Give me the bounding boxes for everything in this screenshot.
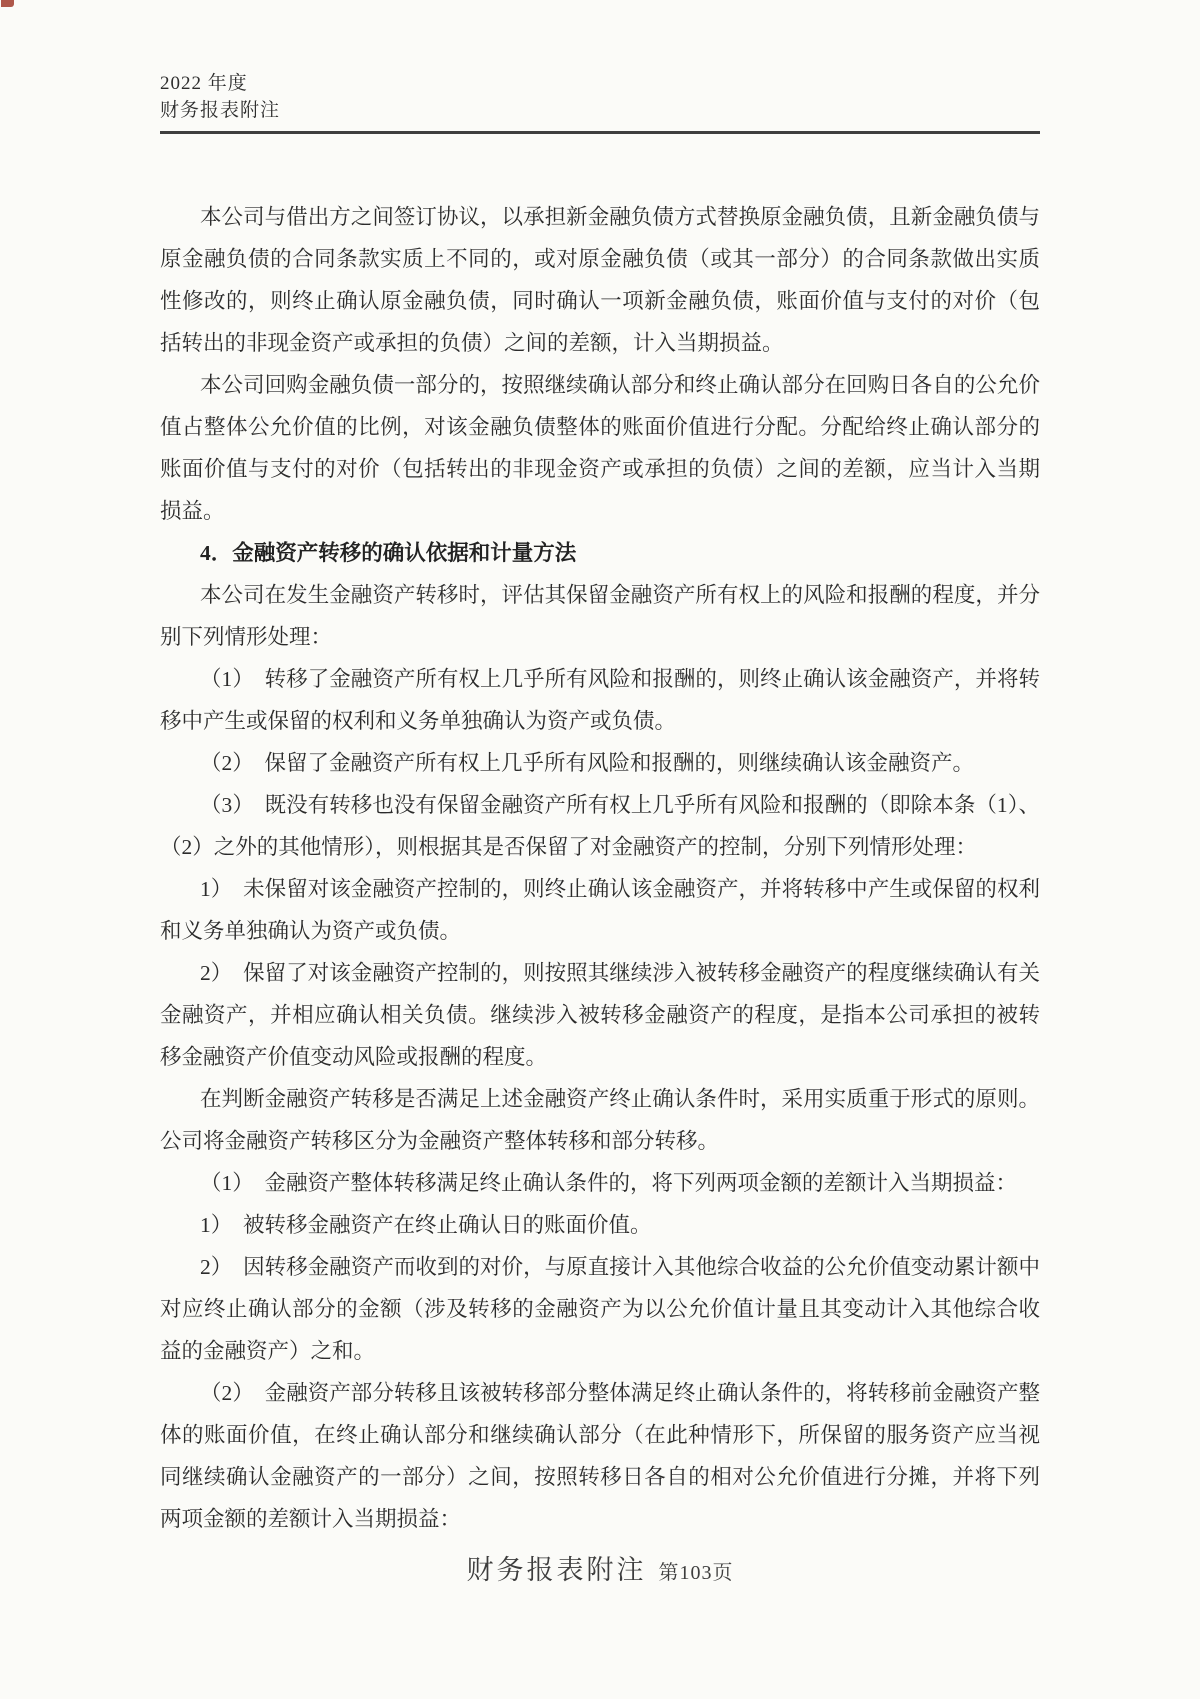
paragraph: 在判断金融资产转移是否满足上述金融资产终止确认条件时，采用实质重于形式的原则。公司将金融资产转移区分为金融资产整体转移和部分转移。: [160, 1087, 1040, 1153]
document-body: [160, 196, 1040, 1540]
paragraph: 本公司在发生金融资产转移时，评估其保留金融资产所有权上的风险和报酬的程度，并分别下列情形处理：: [160, 583, 1040, 649]
paragraph: 1） 被转移金融资产在终止确认日的账面价值。: [200, 1213, 652, 1237]
paragraph: 2） 保留了对该金融资产控制的，则按照其继续涉入被转移金融资产的程度继续确认有关金融资产，并相应确认相关负债。继续涉入被转移金融资产的程度，是指本公司承担的被转移金融资产价值变动风险或报酬的程度。: [160, 961, 1040, 1069]
scan-artifact: [1, 0, 14, 7]
paragraph: （3） 既没有转移也没有保留金融资产所有权上几乎所有风险和报酬的（即除本条（1）、（2）之外的其他情形），则根据其是否保留了对金融资产的控制，分别下列情形处理：: [160, 793, 1040, 859]
paragraph: （2） 保留了金融资产所有权上几乎所有风险和报酬的，则继续确认该金融资产。: [200, 751, 975, 775]
paragraph: 2） 因转移金融资产而收到的对价，与原直接计入其他综合收益的公允价值变动累计额中对应终止确认部分的金额（涉及转移的金融资产为以公允价值计量且其变动计入其他综合收益的金融资产）之和。: [160, 1255, 1040, 1363]
header-year: 2022 年度: [160, 73, 248, 94]
paragraph: （1） 转移了金融资产所有权上几乎所有风险和报酬的，则终止确认该金融资产，并将转移中产生或保留的权利和义务单独确认为资产或负债。: [160, 667, 1040, 733]
footer-page-number: 第103页: [658, 1562, 734, 1584]
paragraph: 1） 未保留对该金融资产控制的，则终止确认该金融资产，并将转移中产生或保留的权利和义务单独确认为资产或负债。: [160, 877, 1040, 943]
paragraph: （2） 金融资产部分转移且该被转移部分整体满足终止确认条件的，将转移前金融资产整体的账面价值，在终止确认部分和继续确认部分（在此种情形下，所保留的服务资产应当视同继续确认金融资产的一部分）之间，按照转移日各自的相对公允价值进行分摊，并将下列两项金额的差额计入当期损益：: [160, 1381, 1040, 1531]
paragraph: 本公司与借出方之间签订协议，以承担新金融负债方式替换原金融负债，且新金融负债与原金融负债的合同条款实质上不同的，或对原金融负债（或其一部分）的合同条款做出实质性修改的，则终止确认原金融负债，同时确认一项新金融负债，账面价值与支付的对价（包括转出的非现金资产或承担的负债）之间的差额，计入当期损益。: [160, 205, 1040, 355]
page-header: [160, 70, 1040, 134]
paragraph: 本公司回购金融负债一部分的，按照继续确认部分和终止确认部分在回购日各自的公允价值占整体公允价值的比例，对该金融负债整体的账面价值进行分配。分配给终止确认部分的账面价值与支付的对价（包括转出的非现金资产或承担的负债）之间的差额，应当计入当期损益。: [160, 373, 1040, 523]
paragraph: （1） 金融资产整体转移满足终止确认条件的，将下列两项金额的差额计入当期损益：: [200, 1171, 1018, 1195]
header-title: 财务报表附注: [160, 100, 281, 121]
footer-title: 财务报表附注: [466, 1555, 647, 1585]
page-footer: [0, 1548, 1200, 1587]
section-heading: 4．金融资产转移的确认依据和计量方法: [200, 541, 577, 565]
